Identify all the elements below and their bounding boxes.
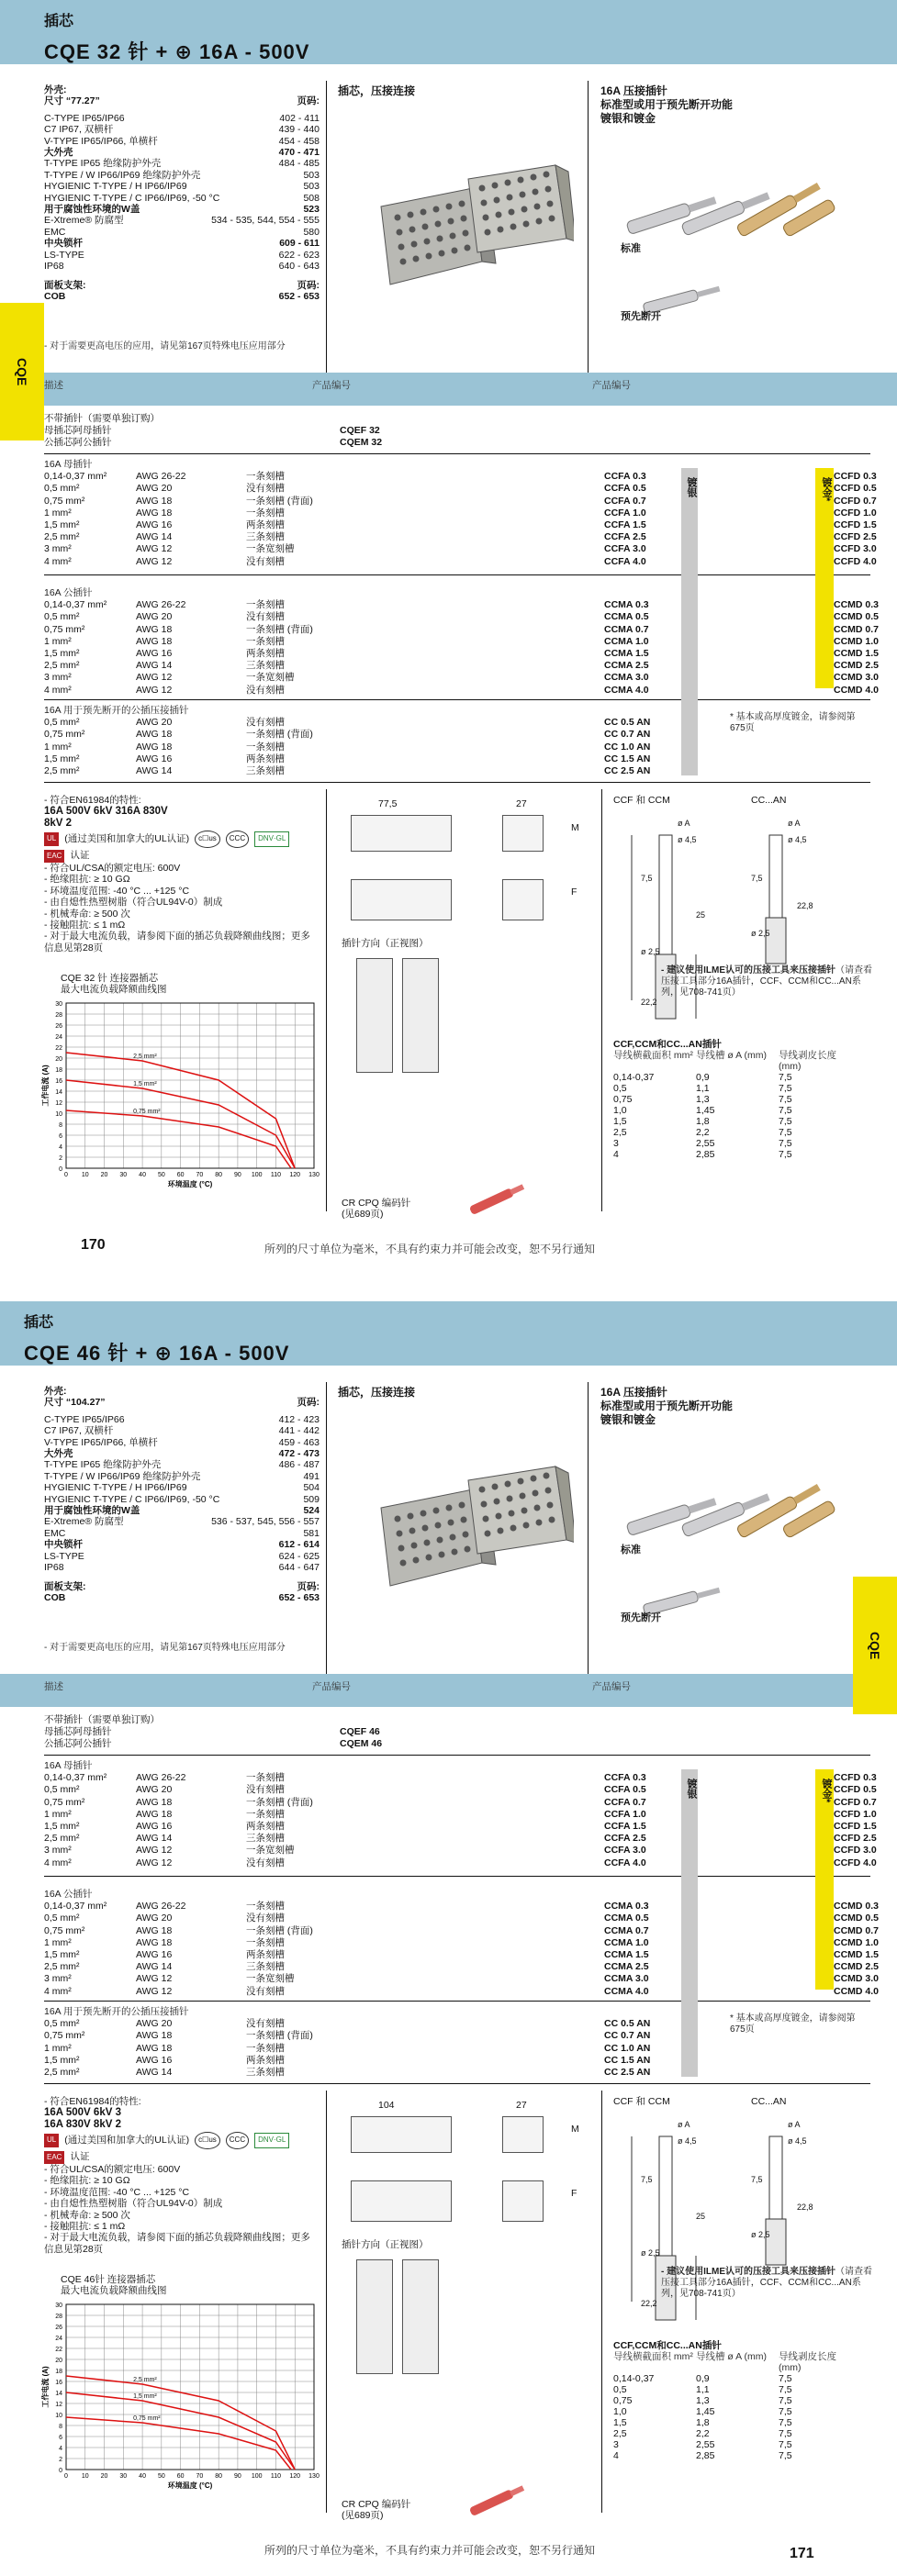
housing-spec-row: V-TYPE IP65/IP66, 单横杆 459 - 463 [44,1436,320,1448]
table-row: 2,5 mm² AWG 14 三条刻槽 CCFA 2.5 CCFD 2.5 [44,1833,877,1845]
housing-spec-row: E-Xtreme® 防腐型 536 - 537, 545, 556 - 557 [44,1516,320,1528]
housing-spec-row: 用于腐蚀性环境的W盖 524 [44,1505,320,1517]
x-tick-label: 70 [196,2473,204,2480]
wire-row: 2,5 2,2 7,5 [613,1127,792,1138]
y-tick-label: 20 [55,1056,62,1063]
table-row: 0,75 mm² AWG 18 一条刻槽 (背面) CCMA 0.7 CCMD 0.7 [44,623,880,635]
female-pins-section: 16A 母插针 0,14-0,37 mm² AWG 26-22 一条刻槽 CCFA 0.3 CCFD 0.3 0,5 mm² AWG 20 没有刻槽 CCFA 0.5 CCFD 0.5 0,75 mm² AWG 18 一条刻槽 (背面) CCFA 0.7 CCFD 0.7 1 mm² AWG 18 一条刻槽 CCFA 1.0 CCFD 1.0 1,5 mm² AWG 16 两条刻槽 CCFA 1.5 CCFD 1.5 2,5 mm² AWG 14 三条刻槽 CCFA 2.5 CCFD 2.5 3 mm² AWG 12 一条宽刻槽 CCFA 3.0 CCFD 3.0 4 mm² AWG 12 没有刻槽 CCFA 4.0 CCFD 4.0 [44,1760,877,1868]
wire-row: 4 2,85 7,5 [613,2450,792,2461]
ccc-mark-icon: CCC [226,831,249,847]
table-row: 3 mm² AWG 12 一条宽刻槽 CCMA 3.0 CCMD 3.0 [44,672,880,684]
svg-text:ø 2,5: ø 2,5 [751,929,770,938]
svg-text:ø 2,5: ø 2,5 [641,947,660,956]
housing-spec-row: IP68 640 - 643 [44,261,320,273]
property-line: - 绝缘阻抗: ≥ 10 GΩ [44,874,130,886]
dimension-drawing: 104 27 M F 插针方向（正视图） [342,2096,589,2379]
series-label: 1,5 mm² [133,2393,157,2400]
housing-spec-row: HYGIENIC T-TYPE / C IP66/IP69, -50 °C 508 [44,192,320,204]
table-row: 3 mm² AWG 12 一条宽刻槽 CCFA 3.0 CCFD 3.0 [44,1845,877,1857]
y-tick-label: 8 [59,2424,62,2430]
housing-spec-row: C7 IP67, 双横杆 441 - 442 [44,1425,320,1437]
ccf-ccm-title: CCF 和 CCM [613,2096,670,2107]
property-line: - 绝缘阻抗: ≥ 10 GΩ [44,2175,130,2187]
catalog-page [0,1301,897,2568]
svg-text:ø 2,5: ø 2,5 [751,2230,770,2239]
y-tick-label: 6 [59,2435,62,2441]
housing-spec-row: T-TYPE / W IP66/IP69 绝缘防护外壳 491 [44,1470,320,1482]
table-row: 4 mm² AWG 12 没有刻槽 CCMA 4.0 CCMD 4.0 [44,684,880,696]
x-tick-label: 10 [81,1172,89,1178]
insert-column-title: 插芯，压接连接 [338,1386,416,1399]
ccan-title: CC...AN [751,795,787,806]
table-row: 0,75 mm² AWG 18 一条刻槽 (背面) CCMA 0.7 CCMD 0.7 [44,1924,880,1936]
gold-note: * 基本或高厚度镀金，请参阅第675页 [730,2013,856,2035]
derating-chart [39,2297,323,2499]
svg-text:25: 25 [696,2212,706,2221]
wire-row: 3 2,55 7,5 [613,1138,792,1149]
eac-mark-icon: EAC [44,2151,64,2164]
table-row: 0,5 mm² AWG 20 没有刻槽 CCFA 0.5 CCFD 0.5 [44,1784,877,1796]
catalog-page [0,0,897,1266]
x-tick-label: 60 [176,2473,185,2480]
y-tick-label: 8 [59,1122,62,1129]
table-row: 0,75 mm² AWG 18 一条刻槽 (背面) CCFA 0.7 CCFD 0.7 [44,495,877,507]
y-tick-label: 26 [55,2325,62,2331]
x-tick-label: 120 [289,2473,301,2480]
y-axis-label: 工作电流 (A) [41,1065,50,1107]
housing-spec-row: HYGIENIC T-TYPE / H IP66/IP69 503 [44,181,320,193]
connector-insert-image [363,1453,574,1600]
coding-pin-label: CR CPQ 编码针 (见689页) [342,2499,411,2522]
svg-text:22,2: 22,2 [641,998,657,1007]
silver-bar [681,1769,698,2077]
series-label: 2,5 mm² [133,2377,157,2383]
housing-spec-row: T-TYPE / W IP66/IP69 绝缘防护外壳 503 [44,169,320,181]
crimp-tool-note: - 建议使用ILME认可的压接工具来压接插针（请查看压接工具部分16A插针，CCF、CCM和CC...AN系列，见708-741页） [661,965,872,998]
male-pins-section: 16A 公插针 0,14-0,37 mm² AWG 26-22 一条刻槽 CCMA 0.3 CCMD 0.3 0,5 mm² AWG 20 没有刻槽 CCMA 0.5 CCMD 0.5 0,75 mm² AWG 18 一条刻槽 (背面) CCMA 0.7 CCMD 0.7 1 mm² AWG 18 一条刻槽 CCMA 1.0 CCMD 1.0 1,5 mm² AWG 16 两条刻槽 CCMA 1.5 CCMD 1.5 2,5 mm² AWG 14 三条刻槽 CCMA 2.5 CCMD 2.5 3 mm² AWG 12 一条宽刻槽 CCMA 3.0 CCMD 3.0 4 mm² AWG 12 没有刻槽 CCMA 4.0 CCMD 4.0 [44,587,880,696]
preleading-label: 预先断开 [621,1612,661,1623]
property-line: - 环境温度范围: -40 °C ... +125 °C [44,2186,190,2198]
y-tick-label: 10 [55,1111,62,1118]
wire-row: 1,5 1,8 7,5 [613,1116,792,1127]
table-row: 0,14-0,37 mm² AWG 26-22 一条刻槽 CCMA 0.3 CCMD 0.3 [44,599,880,611]
table-row: 0,75 mm² AWG 18 一条刻槽 (背面) CCFA 0.7 CCFD 0.7 [44,1796,877,1808]
page-separator [0,1266,897,1301]
housing-spec-row: C7 IP67, 双横杆 439 - 440 [44,124,320,136]
property-line: - 环境温度范围: -40 °C ... +125 °C [44,885,190,897]
svg-text:ø 4,5: ø 4,5 [678,835,697,844]
plot-frame [66,1003,314,1168]
housing-spec-row: C-TYPE IP65/IP66 402 - 411 [44,112,320,124]
y-tick-label: 6 [59,1133,62,1140]
table-row: 4 mm² AWG 12 没有刻槽 CCFA 4.0 CCFD 4.0 [44,555,877,567]
insert-column-title: 插芯，压接连接 [338,84,416,97]
x-tick-label: 120 [289,1172,301,1178]
panel-spec-row: COB 652 - 653 [44,290,320,302]
high-voltage-note: - 对于需要更高电压的应用，请见第167页特殊电压应用部分 [44,1643,286,1653]
table-row: 1,5 mm² AWG 16 两条刻槽 CC 1.5 AN [44,2054,651,2066]
panel-spec-row: COB 652 - 653 [44,1591,320,1603]
gold-label: 镀金* [821,477,832,502]
table-row: 1 mm² AWG 18 一条刻槽 CC 1.0 AN [44,741,651,753]
y-tick-label: 14 [55,1089,62,1096]
y-tick-label: 18 [55,2369,62,2375]
table-row: 0,75 mm² AWG 18 一条刻槽 (背面) CC 0.7 AN [44,729,651,741]
table-row: 0,14-0,37 mm² AWG 26-22 一条刻槽 CCFA 0.3 CCFD 0.3 [44,471,877,483]
x-tick-label: 90 [234,2473,241,2480]
y-tick-label: 24 [55,2336,62,2342]
y-tick-label: 12 [55,2402,62,2408]
table-row: 2,5 mm² AWG 14 三条刻槽 CCMA 2.5 CCMD 2.5 [44,1961,880,1973]
table-row: 1,5 mm² AWG 16 两条刻槽 CCMA 1.5 CCMD 1.5 [44,647,880,659]
x-tick-label: 30 [119,1172,128,1178]
preleading-pins-section: 16A 用于预先断开的公插压接插针 0,5 mm² AWG 20 没有刻槽 CC 0.5 AN 0,75 mm² AWG 18 一条刻槽 (背面) CC 0.7 AN 1 mm² AWG 18 一条刻槽 CC 1.0 AN 1,5 mm² AWG 16 两条刻槽 CC 1.5 AN 2,5 mm² AWG 14 三条刻槽 CC 2.5 AN [44,705,870,777]
wire-row: 0,5 1,1 7,5 [613,1083,792,1094]
y-tick-label: 22 [55,1045,62,1052]
housing-spec-row: HYGIENIC T-TYPE / H IP66/IP69 504 [44,1482,320,1494]
housing-spec-row: 大外壳 470 - 471 [44,147,320,159]
x-tick-label: 20 [100,2473,108,2480]
x-tick-label: 40 [139,1172,146,1178]
table-row: 3 mm² AWG 12 一条宽刻槽 CCMA 3.0 CCMD 3.0 [44,1973,880,1985]
y-tick-label: 0 [59,1166,62,1173]
housing-spec-row: 用于腐蚀性环境的W盖 523 [44,204,320,216]
table-row: 0,5 mm² AWG 20 没有刻槽 CCFA 0.5 CCFD 0.5 [44,483,877,495]
y-tick-label: 16 [55,2380,62,2386]
category-label: 插芯 [44,14,74,29]
svg-text:25: 25 [696,910,706,920]
y-tick-label: 22 [55,2347,62,2353]
housing-spec-row: 中央锁杆 612 - 614 [44,1539,320,1551]
wire-row: 0,5 1,1 7,5 [613,2384,792,2395]
y-tick-label: 18 [55,1067,62,1074]
table-row: 4 mm² AWG 12 没有刻槽 CCMA 4.0 CCMD 4.0 [44,1985,880,1997]
y-tick-label: 2 [59,2457,62,2463]
page-title: CQE 46 针 + ⊕ 16A - 500V [24,1342,290,1365]
series-label: 0,75 mm² [133,2415,161,2422]
csa-mark-icon: c☐us [195,831,220,847]
footnote: 所列的尺寸单位为毫米，不具有约束力并可能会改变，恕不另行通知 [264,1243,596,1255]
eac-mark-icon: EAC [44,850,64,863]
y-tick-label: 20 [55,2358,62,2364]
table-row: 1,5 mm² AWG 16 两条刻槽 CCFA 1.5 CCFD 1.5 [44,1820,877,1832]
pins-column-title: 16A 压接插针 标准型或用于预先断开功能 镀银和镀金 [600,84,734,125]
property-line: - 符合UL/CSA的额定电压: 600V [44,2164,181,2176]
ul-mark-icon: UL [44,832,59,845]
ccan-title: CC...AN [751,2096,787,2107]
wire-table: CCF,CCM和CC...AN插针 导线横截面积 mm² 导线槽 ø A (mm) 导线剥皮长度 (mm) 0,14-0,37 0,9 7,5 0,5 1,1 7,5 0,75 1,3 7,5 1,0 1,45 7,5 1,5 1,8 7,5 2,5 2,2 7,5 3 2,55 7,5 4 2,85 7,5 [613,1039,880,1160]
x-tick-label: 20 [100,1172,108,1178]
table-row: 4 mm² AWG 12 没有刻槽 CCFA 4.0 CCFD 4.0 [44,1857,877,1868]
y-tick-label: 28 [55,2314,62,2320]
y-tick-label: 4 [59,1144,62,1151]
connector-insert-image [363,151,574,298]
table-row: 0,75 mm² AWG 18 一条刻槽 (背面) CC 0.7 AN [44,2030,651,2042]
crimp-tool-note: - 建议使用ILME认可的压接工具来压接插针（请查看压接工具部分16A插针，CCF、CCM和CC...AN系列，见708-741页） [661,2267,872,2299]
table-row: 0,14-0,37 mm² AWG 26-22 一条刻槽 CCFA 0.3 CCFD 0.3 [44,1772,877,1784]
category-label: 插芯 [24,1315,54,1331]
dimension-drawing: 77,5 27 M F 插针方向（正视图） [342,795,589,1077]
y-tick-label: 28 [55,1012,62,1019]
table-row: 1 mm² AWG 18 一条刻槽 CCMA 1.0 CCMD 1.0 [44,1936,880,1948]
wire-table: CCF,CCM和CC...AN插针 导线横截面积 mm² 导线槽 ø A (mm) 导线剥皮长度 (mm) 0,14-0,37 0,9 7,5 0,5 1,1 7,5 0,75 1,3 7,5 1,0 1,45 7,5 1,5 1,8 7,5 2,5 2,2 7,5 3 2,55 7,5 4 2,85 7,5 [613,2340,880,2461]
table-header-bar: 描述 产品编号 产品编号 [0,373,897,406]
wire-row: 1,0 1,45 7,5 [613,2406,792,2417]
y-tick-label: 12 [55,1100,62,1107]
male-pins-section: 16A 公插针 0,14-0,37 mm² AWG 26-22 一条刻槽 CCMA 0.3 CCMD 0.3 0,5 mm² AWG 20 没有刻槽 CCMA 0.5 CCMD 0.5 0,75 mm² AWG 18 一条刻槽 (背面) CCMA 0.7 CCMD 0.7 1 mm² AWG 18 一条刻槽 CCMA 1.0 CCMD 1.0 1,5 mm² AWG 16 两条刻槽 CCMA 1.5 CCMD 1.5 2,5 mm² AWG 14 三条刻槽 CCMA 2.5 CCMD 2.5 3 mm² AWG 12 一条宽刻槽 CCMA 3.0 CCMD 3.0 4 mm² AWG 12 没有刻槽 CCMA 4.0 CCMD 4.0 [44,1889,880,1997]
series-line [66,1110,291,1168]
y-tick-label: 2 [59,1155,62,1162]
side-tab: CQE [0,303,44,440]
x-tick-label: 70 [196,1172,204,1178]
property-line: - 对于最大电流负载，请参阅下面的插芯负载降额曲线图；更多信息见第28页 [44,2232,310,2255]
property-line: - 机械寿命: ≥ 500 次 [44,2209,130,2221]
gold-note: * 基本或高厚度镀金，请参阅第675页 [730,712,856,733]
property-line: - 由自熄性热塑树脂（符合UL94V-0）制成 [44,2198,223,2210]
y-tick-label: 26 [55,1023,62,1030]
table-row: 1,5 mm² AWG 16 两条刻槽 CCMA 1.5 CCMD 1.5 [44,1948,880,1960]
x-tick-label: 100 [251,2473,263,2480]
x-tick-label: 90 [234,1172,241,1178]
coding-pin-image [459,2478,533,2524]
dnv-mark-icon: DNV·GL [254,831,289,846]
y-tick-label: 30 [55,1001,62,1008]
x-axis-label: 环境温度 (°C) [167,1180,213,1188]
page-number: 171 [790,2546,814,2561]
svg-text:ø A: ø A [788,819,801,828]
property-line: - 符合UL/CSA的额定电压: 600V [44,863,181,875]
table-row: 1 mm² AWG 18 一条刻槽 CCMA 1.0 CCMD 1.0 [44,635,880,647]
ccc-mark-icon: CCC [226,2132,249,2148]
page-number: 170 [81,1237,106,1253]
series-label: 2,5 mm² [133,1054,157,1060]
y-tick-label: 30 [55,2303,62,2309]
svg-text:7,5: 7,5 [641,874,653,883]
x-tick-label: 110 [270,1172,282,1178]
derating-chart [39,996,323,1198]
series-line [66,2417,291,2470]
ratings-block: - 符合EN61984的特性: 16A 500V 6kV 316A 830V 8kV 2 UL (通过美国和加拿大的UL认证) c☐us CCC DNV·GL EAC 认证 - 符合UL/CSA的额定电压: 600V - 绝缘阻抗: ≥ 10 GΩ - 环境温度范围: -40 °C ... +125 °C - 由自熄性热塑树脂（符合UL94V-0）制成 - 机械寿命: ≥ 500 次 - 接触阻抗: ≤ 1 mΩ - 对于最大电流负载，请参阅下面的插芯负载降额曲线图；更多信息见第28页 [44,795,320,953]
x-tick-label: 130 [308,1172,320,1178]
coding-pin-image [459,1176,533,1222]
x-tick-label: 0 [64,1172,68,1178]
table-row: 0,5 mm² AWG 20 没有刻槽 CCMA 0.5 CCMD 0.5 [44,1912,880,1924]
property-line: - 接触阻抗: ≤ 1 mΩ [44,920,126,931]
page-title: CQE 32 针 + ⊕ 16A - 500V [44,40,310,63]
x-tick-label: 80 [215,2473,223,2480]
female-pins-section: 16A 母插针 0,14-0,37 mm² AWG 26-22 一条刻槽 CCFA 0.3 CCFD 0.3 0,5 mm² AWG 20 没有刻槽 CCFA 0.5 CCFD 0.5 0,75 mm² AWG 18 一条刻槽 (背面) CCFA 0.7 CCFD 0.7 1 mm² AWG 18 一条刻槽 CCFA 1.0 CCFD 1.0 1,5 mm² AWG 16 两条刻槽 CCFA 1.5 CCFD 1.5 2,5 mm² AWG 14 三条刻槽 CCFA 2.5 CCFD 2.5 3 mm² AWG 12 一条宽刻槽 CCFA 3.0 CCFD 3.0 4 mm² AWG 12 没有刻槽 CCFA 4.0 CCFD 4.0 [44,459,877,567]
y-tick-label: 16 [55,1078,62,1085]
pins-column-title: 16A 压接插针 标准型或用于预先断开功能 镀银和镀金 [600,1386,734,1426]
table-row: 1 mm² AWG 18 一条刻槽 CC 1.0 AN [44,2042,651,2054]
housing-spec-list: 外壳: 尺寸 “77.27” 页码: C-TYPE IP65/IP66 402 - 411 C7 IP67, 双横杆 439 - 440 V-TYPE IP65/IP66, 单横杆 454 - 458 大外壳 470 - 471 T-TYPE IP65 绝缘防护外壳 484 - 485 T-TYPE / W IP66/IP69 绝缘防护外壳 503 HYGIENIC T-TYPE / H IP66/IP69 503 HYGIENIC T-TYPE / C IP66/IP69, -50 °C 508 用于腐蚀性环境的W盖 523 E-Xtreme® 防腐型 534 - 535, 544, 554 - 555 EMC 580 中央锁杆 609 - 611 LS-TYPE 622 - 623 IP68 640 - 643 面板支架: 页码: COB 652 - 653 [44,84,320,302]
coding-pin-label: CR CPQ 编码针 (见689页) [342,1198,411,1221]
dnv-mark-icon: DNV·GL [254,2133,289,2147]
wire-row: 1,5 1,8 7,5 [613,2417,792,2428]
x-tick-label: 80 [215,1172,223,1178]
wire-row: 0,14-0,37 0,9 7,5 [613,1072,792,1083]
csa-mark-icon: c☐us [195,2132,220,2148]
table-row: 0,5 mm² AWG 20 没有刻槽 CC 0.5 AN [44,2018,651,2030]
table-row: 2,5 mm² AWG 14 三条刻槽 CC 2.5 AN [44,764,651,776]
y-tick-label: 4 [59,2446,62,2452]
x-tick-label: 130 [308,2473,320,2480]
y-tick-label: 14 [55,2391,62,2397]
preleading-label: 预先断开 [621,311,661,322]
svg-text:22,8: 22,8 [797,2202,813,2212]
property-line: - 由自熄性热塑树脂（符合UL94V-0）制成 [44,897,223,909]
silver-bar [681,468,698,775]
wire-row: 0,14-0,37 0,9 7,5 [613,2373,792,2384]
housing-spec-row: E-Xtreme® 防腐型 534 - 535, 544, 554 - 555 [44,215,320,227]
svg-text:22,8: 22,8 [797,901,813,910]
housing-spec-row: IP68 644 - 647 [44,1562,320,1574]
table-row: 0,5 mm² AWG 20 没有刻槽 CC 0.5 AN [44,717,651,729]
x-tick-label: 40 [139,2473,146,2480]
y-tick-label: 24 [55,1034,62,1041]
wire-row: 0,75 1,3 7,5 [613,1094,792,1105]
y-tick-label: 10 [55,2413,62,2419]
housing-spec-row: V-TYPE IP65/IP66, 单横杆 454 - 458 [44,135,320,147]
footnote: 所列的尺寸单位为毫米，不具有约束力并可能会改变，恕不另行通知 [264,2544,596,2557]
y-tick-label: 0 [59,2468,62,2474]
svg-text:22,2: 22,2 [641,2299,657,2308]
table-row: 2,5 mm² AWG 14 三条刻槽 CCMA 2.5 CCMD 2.5 [44,660,880,672]
silver-label: 镀银 [686,477,697,497]
x-tick-label: 100 [251,1172,263,1178]
housing-spec-row: EMC 580 [44,226,320,238]
y-axis-label: 工作电流 (A) [41,2366,50,2408]
housing-spec-row: 大外壳 472 - 473 [44,1448,320,1460]
table-row: 2,5 mm² AWG 14 三条刻槽 CC 2.5 AN [44,2066,651,2078]
series-label: 0,75 mm² [133,1109,161,1115]
svg-text:ø 4,5: ø 4,5 [788,2136,807,2146]
chart-title: CQE 46针 连接器插芯 最大电流负载降额曲线图 [61,2274,167,2297]
wire-row: 1,0 1,45 7,5 [613,1105,792,1116]
housing-spec-row: T-TYPE IP65 绝缘防护外壳 486 - 487 [44,1459,320,1471]
crimp-pins-image [606,1457,854,1558]
wire-row: 4 2,85 7,5 [613,1149,792,1160]
side-tab: CQE [853,1577,897,1714]
property-line: - 接触阻抗: ≤ 1 mΩ [44,2221,126,2233]
wire-row: 2,5 2,2 7,5 [613,2428,792,2439]
svg-text:ø A: ø A [678,819,690,828]
series-label: 1,5 mm² [133,1081,157,1087]
table-row: 0,5 mm² AWG 20 没有刻槽 CCMA 0.5 CCMD 0.5 [44,611,880,623]
housing-spec-row: T-TYPE IP65 绝缘防护外壳 484 - 485 [44,158,320,170]
page-header [0,0,897,64]
x-tick-label: 30 [119,2473,128,2480]
high-voltage-note: - 对于需要更高电压的应用，请见第167页特殊电压应用部分 [44,341,286,351]
table-header-bar: 描述 产品编号 产品编号 [0,1674,897,1707]
x-axis-label: 环境温度 (°C) [167,2481,213,2490]
standard-label: 标准 [621,1544,641,1556]
housing-spec-row: HYGIENIC T-TYPE / C IP66/IP69, -50 °C 509 [44,1493,320,1505]
plot-frame [66,2304,314,2470]
x-tick-label: 50 [157,2473,165,2480]
x-tick-label: 0 [64,2473,68,2480]
x-tick-label: 110 [270,2473,282,2480]
table-row: 1 mm² AWG 18 一条刻槽 CCFA 1.0 CCFD 1.0 [44,1808,877,1820]
table-row: 1 mm² AWG 18 一条刻槽 CCFA 1.0 CCFD 1.0 [44,507,877,519]
property-line: - 对于最大电流负载，请参阅下面的插芯负载降额曲线图；更多信息见第28页 [44,931,310,953]
ul-mark-icon: UL [44,2134,59,2147]
standard-label: 标准 [621,243,641,254]
gold-label: 镀金* [821,1779,832,1803]
svg-text:ø 2,5: ø 2,5 [641,2248,660,2258]
table-row: 0,14-0,37 mm² AWG 26-22 一条刻槽 CCMA 0.3 CCMD 0.3 [44,1901,880,1912]
housing-spec-row: EMC 581 [44,1527,320,1539]
silver-label: 镀银 [686,1779,697,1799]
svg-text:7,5: 7,5 [751,874,763,883]
unloaded-inserts-section: 不带插针（需要单独订购） 母插芯阿母插针 CQEF 46 公插芯阿公插针 CQEM 46 [44,1714,383,1750]
preleading-pins-section: 16A 用于预先断开的公插压接插针 0,5 mm² AWG 20 没有刻槽 CC 0.5 AN 0,75 mm² AWG 18 一条刻槽 (背面) CC 0.7 AN 1 mm² AWG 18 一条刻槽 CC 1.0 AN 1,5 mm² AWG 16 两条刻槽 CC 1.5 AN 2,5 mm² AWG 14 三条刻槽 CC 2.5 AN [44,2006,870,2079]
svg-text:7,5: 7,5 [641,2175,653,2184]
x-tick-label: 60 [176,1172,185,1178]
svg-text:ø A: ø A [788,2120,801,2129]
property-line: - 机械寿命: ≥ 500 次 [44,908,130,920]
table-row: 2,5 mm² AWG 14 三条刻槽 CCFA 2.5 CCFD 2.5 [44,531,877,543]
housing-spec-row: LS-TYPE 624 - 625 [44,1550,320,1562]
table-row: 1,5 mm² AWG 16 两条刻槽 CC 1.5 AN [44,753,651,764]
unloaded-inserts-section: 不带插针（需要单独订购） 母插芯阿母插针 CQEF 32 公插芯阿公插针 CQEM 32 [44,413,383,449]
housing-spec-list: 外壳: 尺寸 “104.27” 页码: C-TYPE IP65/IP66 412 - 423 C7 IP67, 双横杆 441 - 442 V-TYPE IP65/IP66, 单横杆 459 - 463 大外壳 472 - 473 T-TYPE IP65 绝缘防护外壳 486 - 487 T-TYPE / W IP66/IP69 绝缘防护外壳 491 HYGIENIC T-TYPE / H IP66/IP69 504 HYGIENIC T-TYPE / C IP66/IP69, -50 °C 509 用于腐蚀性环境的W盖 524 E-Xtreme® 防腐型 536 - 537, 545, 556 - 557 EMC 581 中央锁杆 612 - 614 LS-TYPE 624 - 625 IP68 644 - 647 面板支架: 页码: COB 652 - 653 [44,1386,320,1603]
ratings-block: - 符合EN61984的特性: 16A 500V 6kV 3 16A 830V 8kV 2 UL (通过美国和加拿大的UL认证) c☐us CCC DNV·GL EAC 认证 - 符合UL/CSA的额定电压: 600V - 绝缘阻抗: ≥ 10 GΩ - 环境温度范围: -40 °C ... +125 °C - 由自熄性热塑树脂（符合UL94V-0）制成 - 机械寿命: ≥ 500 次 - 接触阻抗: ≤ 1 mΩ - 对于最大电流负载，请参阅下面的插芯负载降额曲线图；更多信息见第28页 [44,2096,320,2255]
housing-spec-row: LS-TYPE 622 - 623 [44,249,320,261]
table-row: 1,5 mm² AWG 16 两条刻槽 CCFA 1.5 CCFD 1.5 [44,519,877,530]
svg-text:ø 4,5: ø 4,5 [788,835,807,844]
svg-text:7,5: 7,5 [751,2175,763,2184]
x-tick-label: 50 [157,1172,165,1178]
svg-text:ø A: ø A [678,2120,690,2129]
housing-spec-row: 中央锁杆 609 - 611 [44,238,320,250]
wire-row: 3 2,55 7,5 [613,2439,792,2450]
svg-text:ø 4,5: ø 4,5 [678,2136,697,2146]
ccf-ccm-title: CCF 和 CCM [613,795,670,806]
page-header [0,1301,897,1366]
table-row: 3 mm² AWG 12 一条宽刻槽 CCFA 3.0 CCFD 3.0 [44,543,877,555]
crimp-pins-image [606,156,854,257]
chart-title: CQE 32 针 连接器插芯 最大电流负载降额曲线图 [61,973,167,996]
x-tick-label: 10 [81,2473,89,2480]
wire-row: 0,75 1,3 7,5 [613,2395,792,2406]
housing-spec-row: C-TYPE IP65/IP66 412 - 423 [44,1413,320,1425]
